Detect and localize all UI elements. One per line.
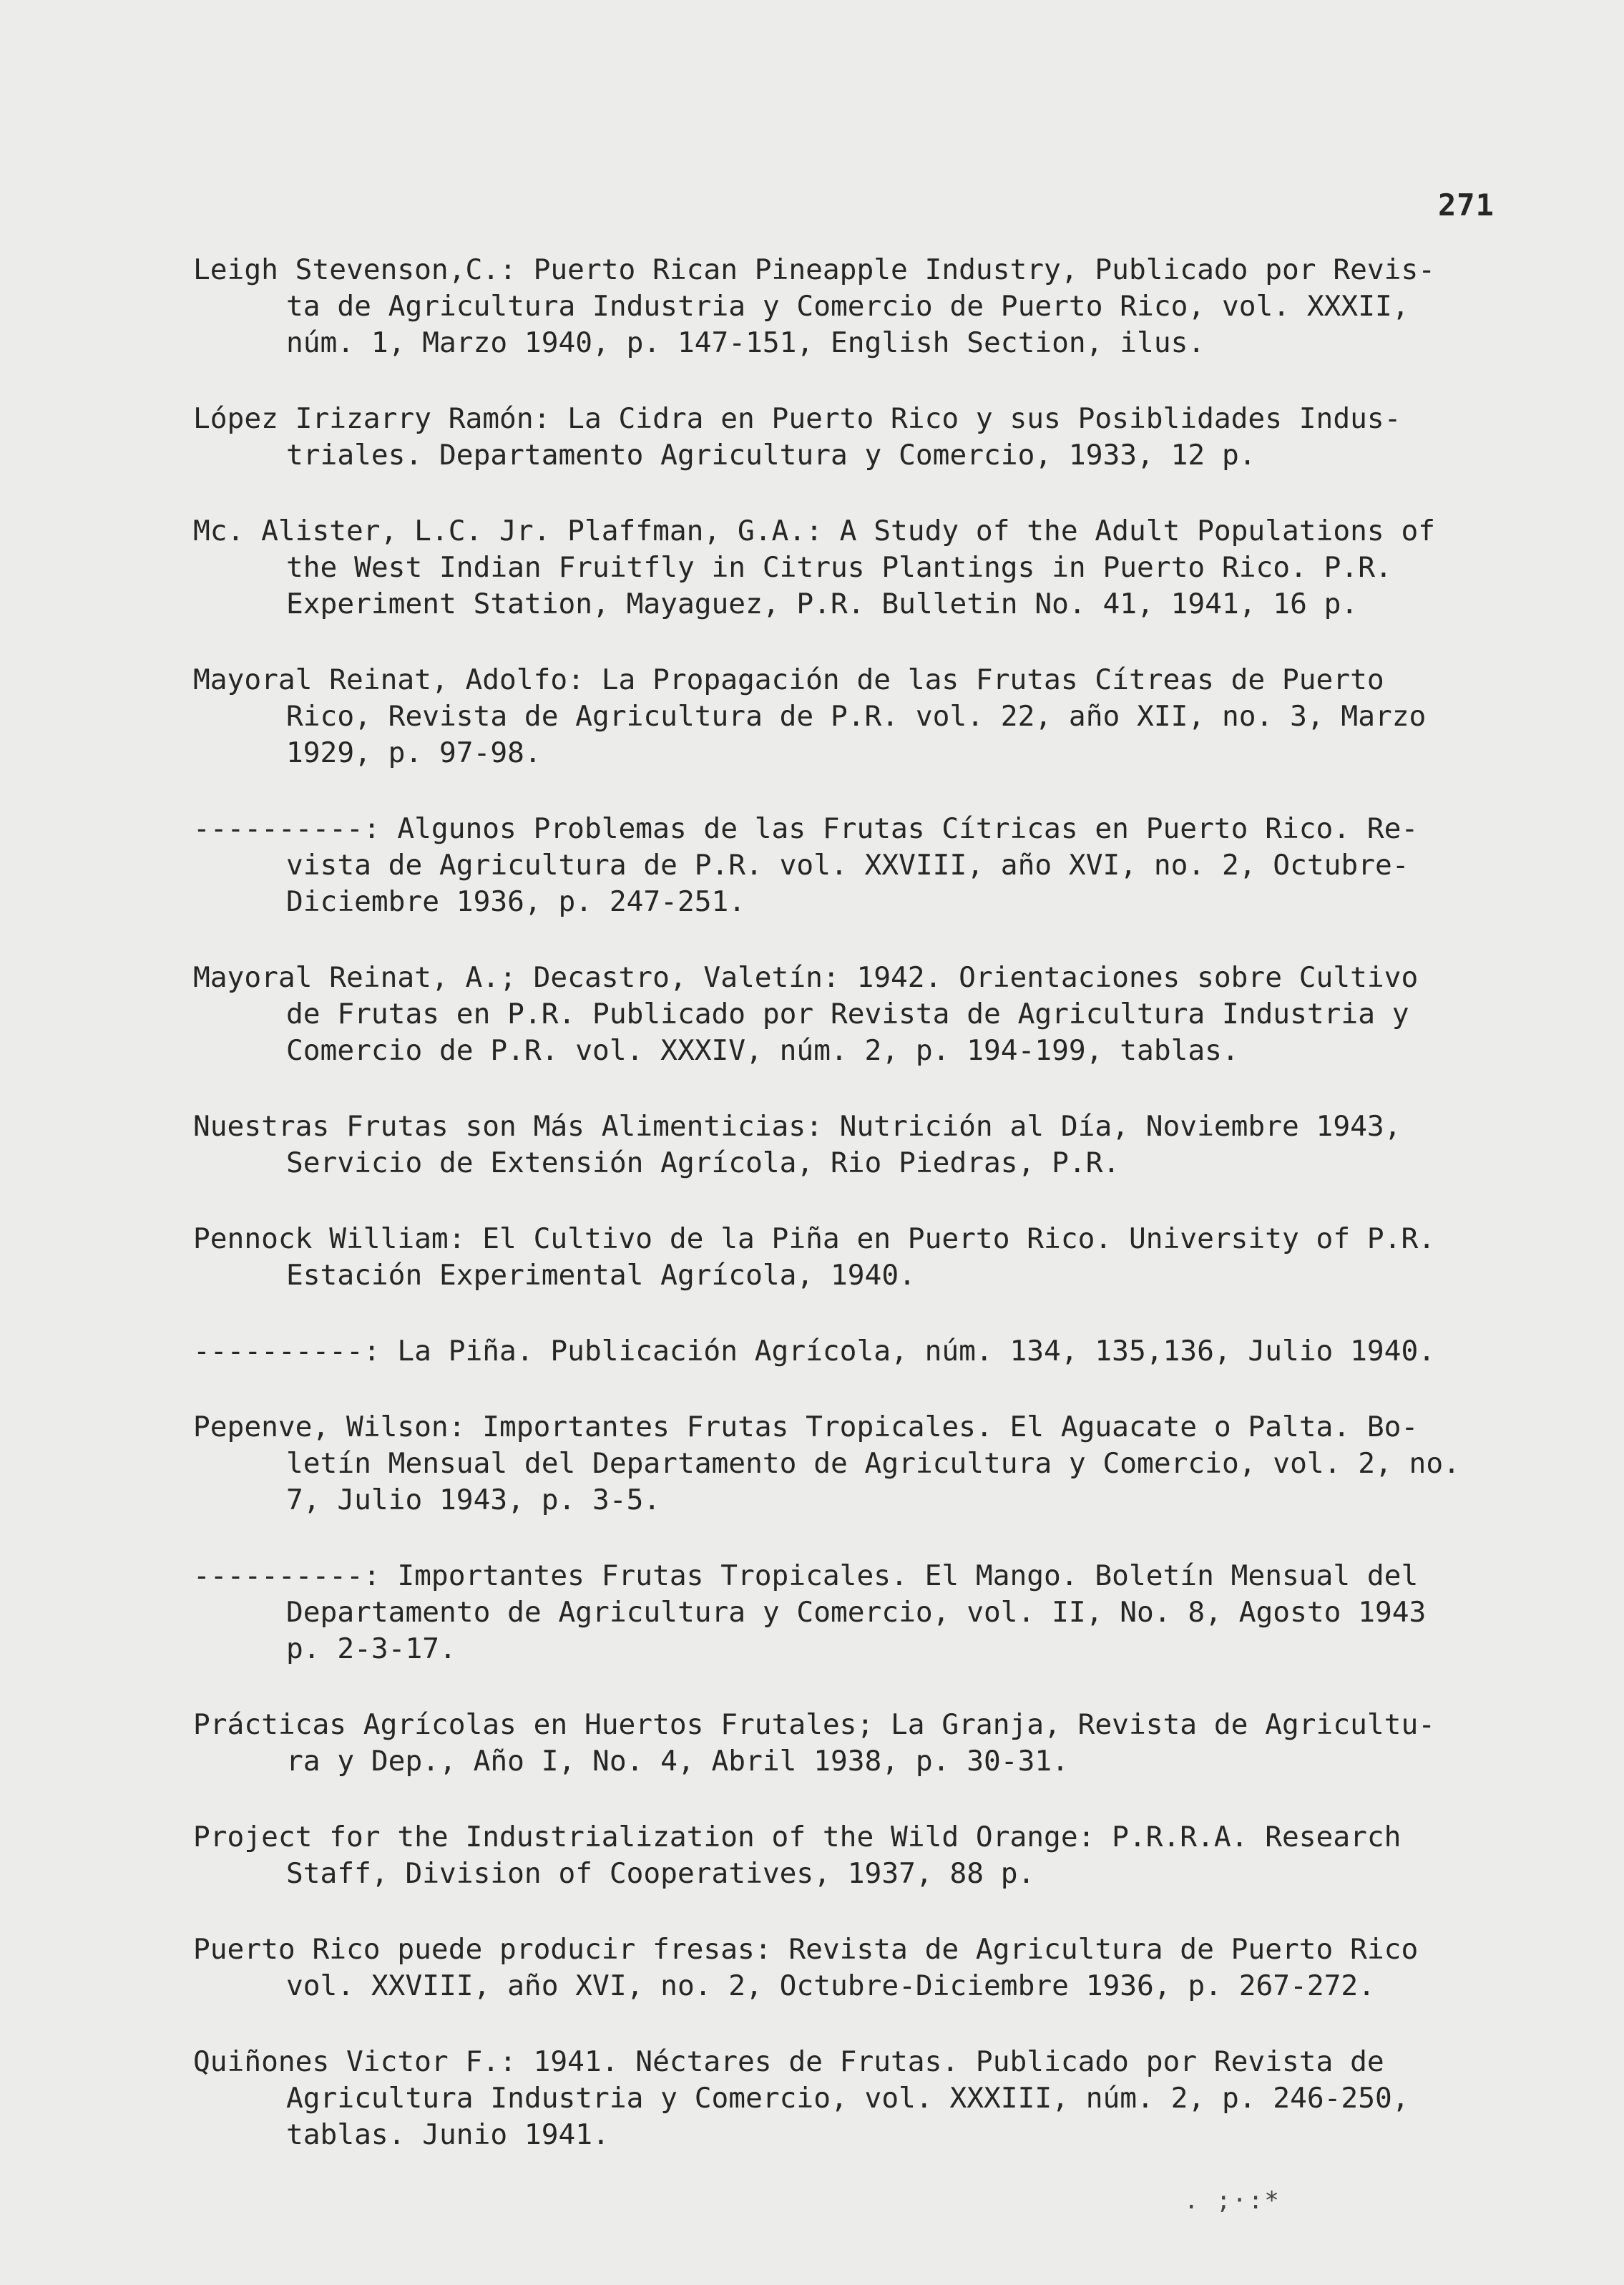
- entry-continuation-line: triales. Departamento Agricultura y Comercio, 1933, 12 p.: [286, 439, 1256, 472]
- bibliography-entry: [193, 252, 1510, 361]
- entry-continuation-line: letín Mensual del Departamento de Agricultura y Comercio, vol. 2, no.: [286, 1447, 1460, 1480]
- bibliography-entry: [193, 1707, 1510, 1780]
- entry-first-line: Project for the Industrialization of the Wild Orange: P.R.R.A. Research: [193, 1821, 1402, 1853]
- bibliography-entry: [193, 960, 1510, 1069]
- entry-first-line: Pepenve, Wilson: Importantes Frutas Tropicales. El Aguacate o Palta. Bo-: [193, 1411, 1419, 1443]
- bibliography-entry: [193, 1109, 1510, 1182]
- entry-first-line: Leigh Stevenson,C.: Puerto Rican Pineapple Industry, Publicado por Revis-: [193, 253, 1436, 286]
- bibliography-entry: [193, 1931, 1510, 2004]
- bibliography-entry: [193, 1558, 1510, 1667]
- entry-continuation-line: vista de Agricultura de P.R. vol. XXVIII, año XVI, no. 2, Octubre-: [286, 849, 1409, 882]
- entry-continuation-line: ta de Agricultura Industria y Comercio de Puerto Rico, vol. XXXII,: [286, 290, 1409, 323]
- entry-continuation-line: Experiment Station, Mayaguez, P.R. Bulletin No. 41, 1941, 16 p.: [286, 588, 1359, 620]
- bibliography-entry: [193, 1333, 1510, 1370]
- bibliography-entry: [193, 1819, 1510, 1892]
- entry-first-line: ----------: La Piña. Publicación Agrícola, núm. 134, 135,136, Julio 1940.: [193, 1335, 1436, 1368]
- entry-continuation-line: p. 2-3-17.: [286, 1632, 456, 1665]
- entry-continuation-line: 1929, p. 97-98.: [286, 736, 542, 769]
- entry-continuation-line: Staff, Division of Cooperatives, 1937, 88 p.: [286, 1857, 1035, 1890]
- entry-first-line: ----------: Importantes Frutas Tropicales. El Mango. Boletín Mensual del: [193, 1559, 1419, 1592]
- entry-continuation-line: Servicio de Extensión Agrícola, Rio Piedras, P.R.: [286, 1146, 1120, 1179]
- entry-continuation-line: Diciembre 1936, p. 247-251.: [286, 885, 746, 918]
- entry-continuation-line: ra y Dep., Año I, No. 4, Abril 1938, p. 30-31.: [286, 1745, 1069, 1778]
- entry-first-line: Mayoral Reinat, A.; Decastro, Valetín: 1942. Orientaciones sobre Cultivo: [193, 961, 1419, 994]
- entry-continuation-line: the West Indian Fruitfly in Citrus Plantings in Puerto Rico. P.R.: [286, 551, 1392, 584]
- bibliography-entry: [193, 2044, 1510, 2153]
- page-number: 271: [1438, 187, 1495, 223]
- entry-continuation-line: núm. 1, Marzo 1940, p. 147-151, English Section, ilus.: [286, 326, 1205, 359]
- bibliography-entry: [193, 1409, 1510, 1519]
- bottom-marks: . ;·:*: [1184, 2186, 1281, 2215]
- entry-first-line: López Irizarry Ramón: La Cidra en Puerto Rico y sus Posiblidades Indus-: [193, 402, 1402, 435]
- bibliography-entry: [193, 401, 1510, 474]
- entry-first-line: Prácticas Agrícolas en Huertos Frutales; La Granja, Revista de Agricultu-: [193, 1708, 1436, 1741]
- entry-continuation-line: Estación Experimental Agrícola, 1940.: [286, 1259, 916, 1292]
- bibliography-entry: [193, 662, 1510, 771]
- entry-first-line: Mc. Alister, L.C. Jr. Plaffman, G.A.: A Study of the Adult Populations of: [193, 515, 1436, 547]
- bibliography-entry: [193, 811, 1510, 920]
- entry-first-line: Pennock William: El Cultivo de la Piña en Puerto Rico. University of P.R.: [193, 1222, 1436, 1255]
- entry-first-line: Nuestras Frutas son Más Alimenticias: Nutrición al Día, Noviembre 1943,: [193, 1110, 1402, 1143]
- entry-continuation-line: de Frutas en P.R. Publicado por Revista de Agricultura Industria y: [286, 998, 1409, 1031]
- entry-continuation-line: Comercio de P.R. vol. XXXIV, núm. 2, p. 194-199, tablas.: [286, 1034, 1239, 1067]
- bibliography-entry: [193, 513, 1510, 623]
- entry-first-line: Puerto Rico puede producir fresas: Revista de Agricultura de Puerto Rico: [193, 1933, 1419, 1966]
- entry-continuation-line: vol. XXVIII, año XVI, no. 2, Octubre-Diciembre 1936, p. 267-272.: [286, 1969, 1375, 2002]
- bibliography-list: [193, 252, 1510, 2193]
- entry-continuation-line: Rico, Revista de Agricultura de P.R. vol. 22, año XII, no. 3, Marzo: [286, 700, 1427, 733]
- entry-first-line: ----------: Algunos Problemas de las Frutas Cítricas en Puerto Rico. Re-: [193, 812, 1419, 845]
- entry-first-line: Quiñones Victor F.: 1941. Néctares de Frutas. Publicado por Revista de: [193, 2045, 1384, 2078]
- entry-continuation-line: Agricultura Industria y Comercio, vol. XXXIII, núm. 2, p. 246-250,: [286, 2082, 1409, 2115]
- entry-first-line: Mayoral Reinat, Adolfo: La Propagación de las Frutas Cítreas de Puerto: [193, 663, 1384, 696]
- entry-continuation-line: 7, Julio 1943, p. 3-5.: [286, 1483, 661, 1516]
- bibliography-entry: [193, 1221, 1510, 1294]
- entry-continuation-line: tablas. Junio 1941.: [286, 2118, 610, 2151]
- entry-continuation-line: Departamento de Agricultura y Comercio, vol. II, No. 8, Agosto 1943: [286, 1596, 1427, 1629]
